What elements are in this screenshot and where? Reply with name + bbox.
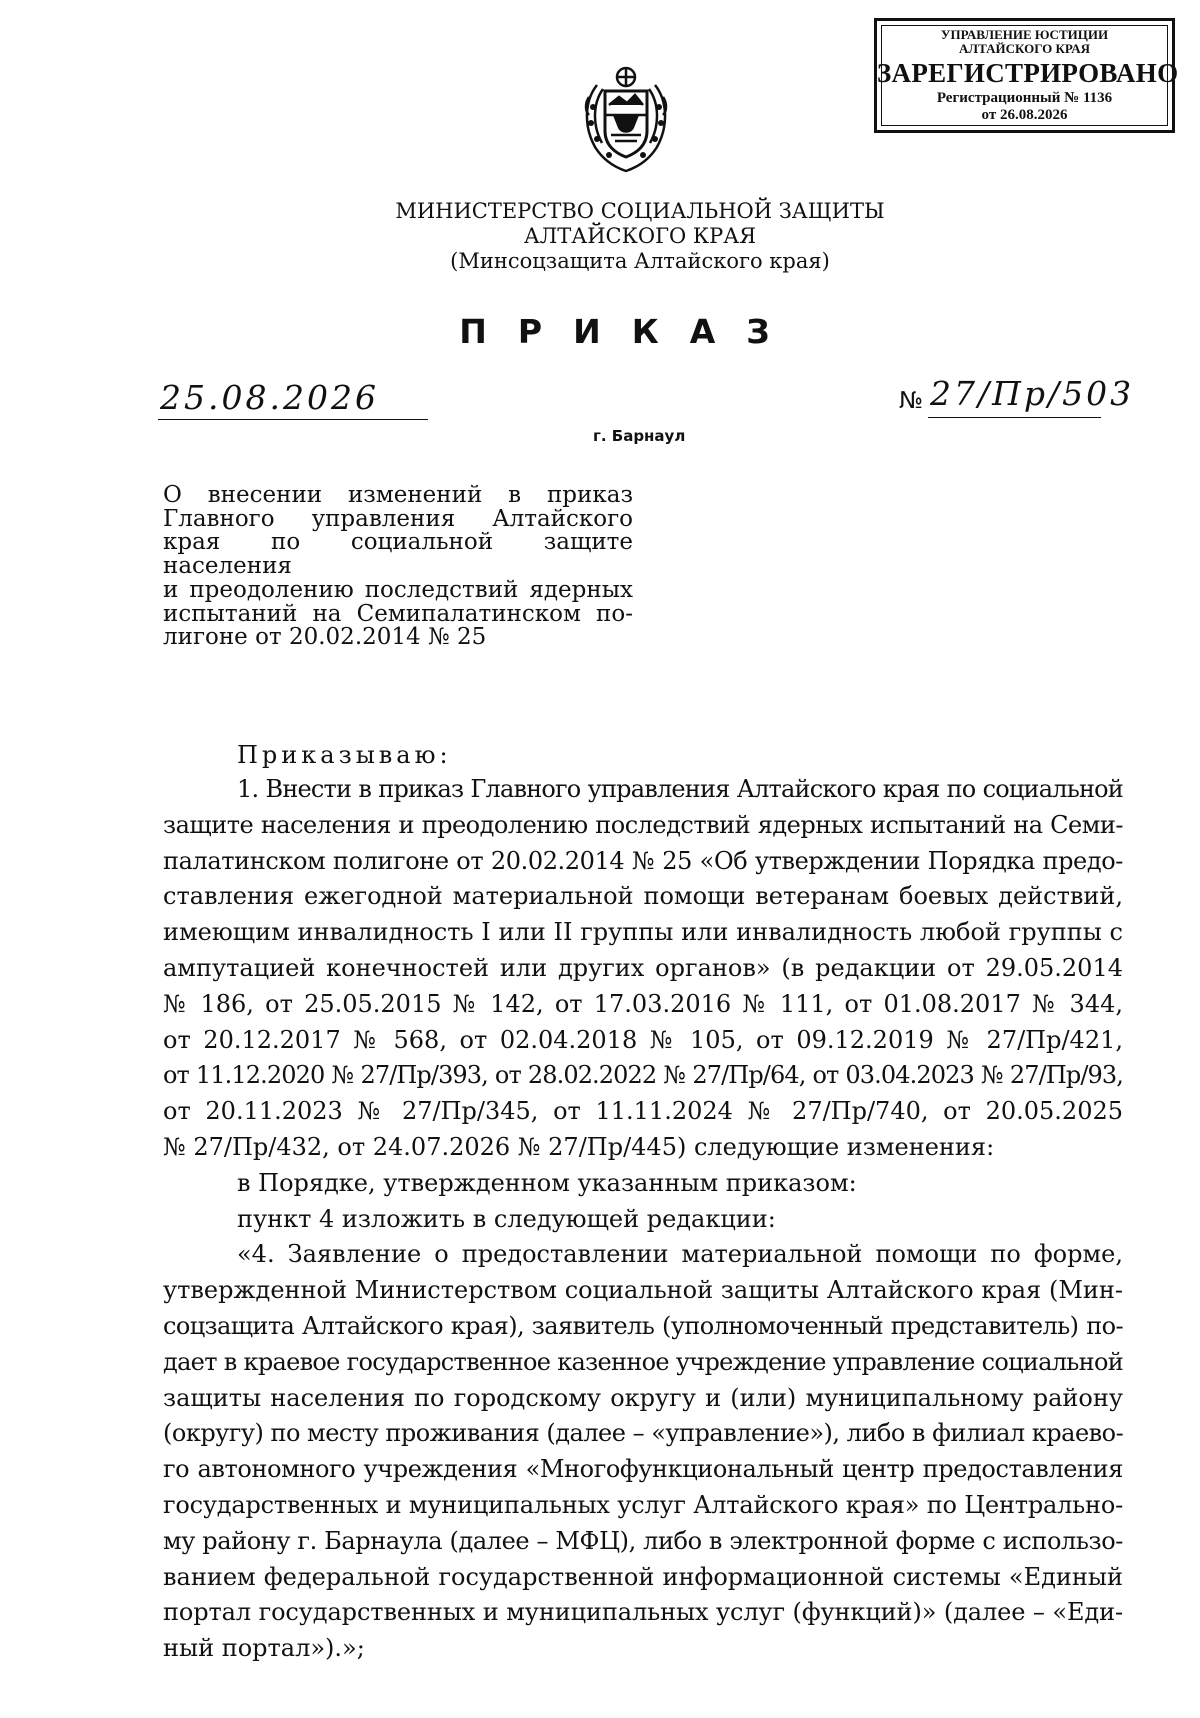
body-line: дает в краевое государственное казенное учреждение управление социальной bbox=[163, 1347, 1123, 1376]
subject-line: края по социальной защите населения bbox=[163, 529, 633, 580]
body-line: (округу) по месту проживания (далее – «управление»), либо в филиал краево- bbox=[163, 1419, 1124, 1448]
date-underline bbox=[158, 419, 428, 420]
document-type-title: ПРИКАЗ bbox=[459, 312, 801, 351]
body-line: ванием федеральной государственной информационной системы «Единый bbox=[163, 1562, 1123, 1591]
body-line: от 20.11.2023 № 27/Пр/345, от 11.11.2024 № 27/Пр/740, от 20.05.2025 bbox=[163, 1097, 1123, 1126]
body-line: ный портал»).»; bbox=[163, 1634, 365, 1663]
handwritten-date: 25.08.2026 bbox=[160, 378, 379, 417]
ministry-name-line2: АЛТАЙСКОГО КРАЯ bbox=[523, 224, 757, 248]
ministry-name-line1: МИНИСТЕРСТВО СОЦИАЛЬНОЙ ЗАЩИТЫ bbox=[395, 199, 885, 223]
body-line: от 11.12.2020 № 27/Пр/393, от 28.02.2022 № 27/Пр/64, от 03.04.2023 № 27/Пр/93, bbox=[163, 1061, 1123, 1090]
body-line: защите населения и преодолению последствий ядерных испытаний на Семи- bbox=[163, 810, 1123, 839]
stamp-reg-number: Регистрационный № 1136 bbox=[936, 90, 1113, 106]
body-line: имеющим инвалидность I или II группы или инвалидность любой группы с bbox=[163, 918, 1123, 947]
ministry-short-name: (Минсоцзащита Алтайского края) bbox=[450, 249, 830, 273]
body-line: палатинском полигоне от 20.02.2014 № 25 «Об утверждении Порядка предо- bbox=[163, 846, 1123, 875]
body-line: «4. Заявление о предоставлении материальной помощи по форме, bbox=[237, 1240, 1123, 1269]
coat-of-arms-icon bbox=[575, 55, 677, 173]
body-line: 1. Внести в приказ Главного управления Алтайского края по социальной bbox=[237, 775, 1123, 803]
body-line: му району г. Барнаула (далее – МФЦ), либо в электронной форме с использо- bbox=[163, 1526, 1123, 1555]
body-line: го автономного учреждения «Многофункциональный центр предоставления bbox=[163, 1455, 1123, 1484]
body-line: защиты населения по городскому округу и (или) муниципальному району bbox=[163, 1383, 1123, 1412]
body-line: ставления ежегодной материальной помощи ветеранам боевых действий, bbox=[163, 882, 1123, 911]
body-line: соцзащита Алтайского края), заявитель (уполномоченный представитель) по- bbox=[163, 1311, 1123, 1340]
body-line: ампутацией конечностей или других органов» (в редакции от 29.05.2014 bbox=[163, 953, 1123, 982]
body-line: государственных и муниципальных услуг Алтайского края» по Центрально- bbox=[163, 1490, 1123, 1519]
body-line: в Порядке, утвержденном указанным приказом: bbox=[237, 1168, 857, 1197]
date-field bbox=[158, 378, 428, 422]
body-line: № 27/Пр/432, от 24.07.2026 № 27/Пр/445) следующие изменения: bbox=[163, 1132, 995, 1161]
subject-line: и преодолению последствий ядерных bbox=[163, 576, 633, 603]
ministry-header bbox=[300, 199, 980, 274]
number-field bbox=[928, 374, 1146, 422]
stamp-status: ЗАРЕГИСТРИРОВАНО bbox=[877, 58, 1179, 88]
subject-line: Главного управления Алтайского bbox=[163, 505, 633, 532]
body-line: утвержденной Министерством социальной защиты Алтайского края (Мин- bbox=[163, 1276, 1123, 1305]
order-subject bbox=[163, 484, 633, 650]
subject-line: лигоне от 20.02.2014 № 25 bbox=[163, 624, 487, 651]
registration-stamp bbox=[874, 18, 1179, 133]
handwritten-number: 27/Пр/503 bbox=[930, 374, 1135, 413]
body-line: № 186, от 25.05.2015 № 142, от 17.03.2016 № 111, от 01.08.2017 № 344, bbox=[163, 989, 1123, 1018]
subject-line: О внесении изменений в приказ bbox=[163, 482, 633, 508]
number-underline bbox=[928, 417, 1101, 418]
order-word: Приказываю: bbox=[237, 741, 452, 769]
order-body bbox=[163, 737, 1123, 1667]
number-sign: № bbox=[899, 388, 923, 414]
body-line: от 20.12.2017 № 568, от 02.04.2018 № 105, от 09.12.2019 № 27/Пр/421, bbox=[163, 1025, 1123, 1054]
stamp-org-line1: УПРАВЛЕНИЕ ЮСТИЦИИ bbox=[940, 27, 1109, 42]
stamp-reg-date: от 26.08.2026 bbox=[981, 107, 1068, 123]
body-line: портал государственных и муниципальных услуг (функций)» (далее – «Еди- bbox=[163, 1598, 1123, 1627]
subject-line: испытаний на Семипалатинском по- bbox=[163, 600, 633, 627]
city-label: г. Барнаул bbox=[593, 427, 686, 445]
body-line: пункт 4 изложить в следующей редакции: bbox=[237, 1204, 776, 1233]
stamp-org-line2: АЛТАЙСКОГО КРАЯ bbox=[959, 41, 1090, 56]
